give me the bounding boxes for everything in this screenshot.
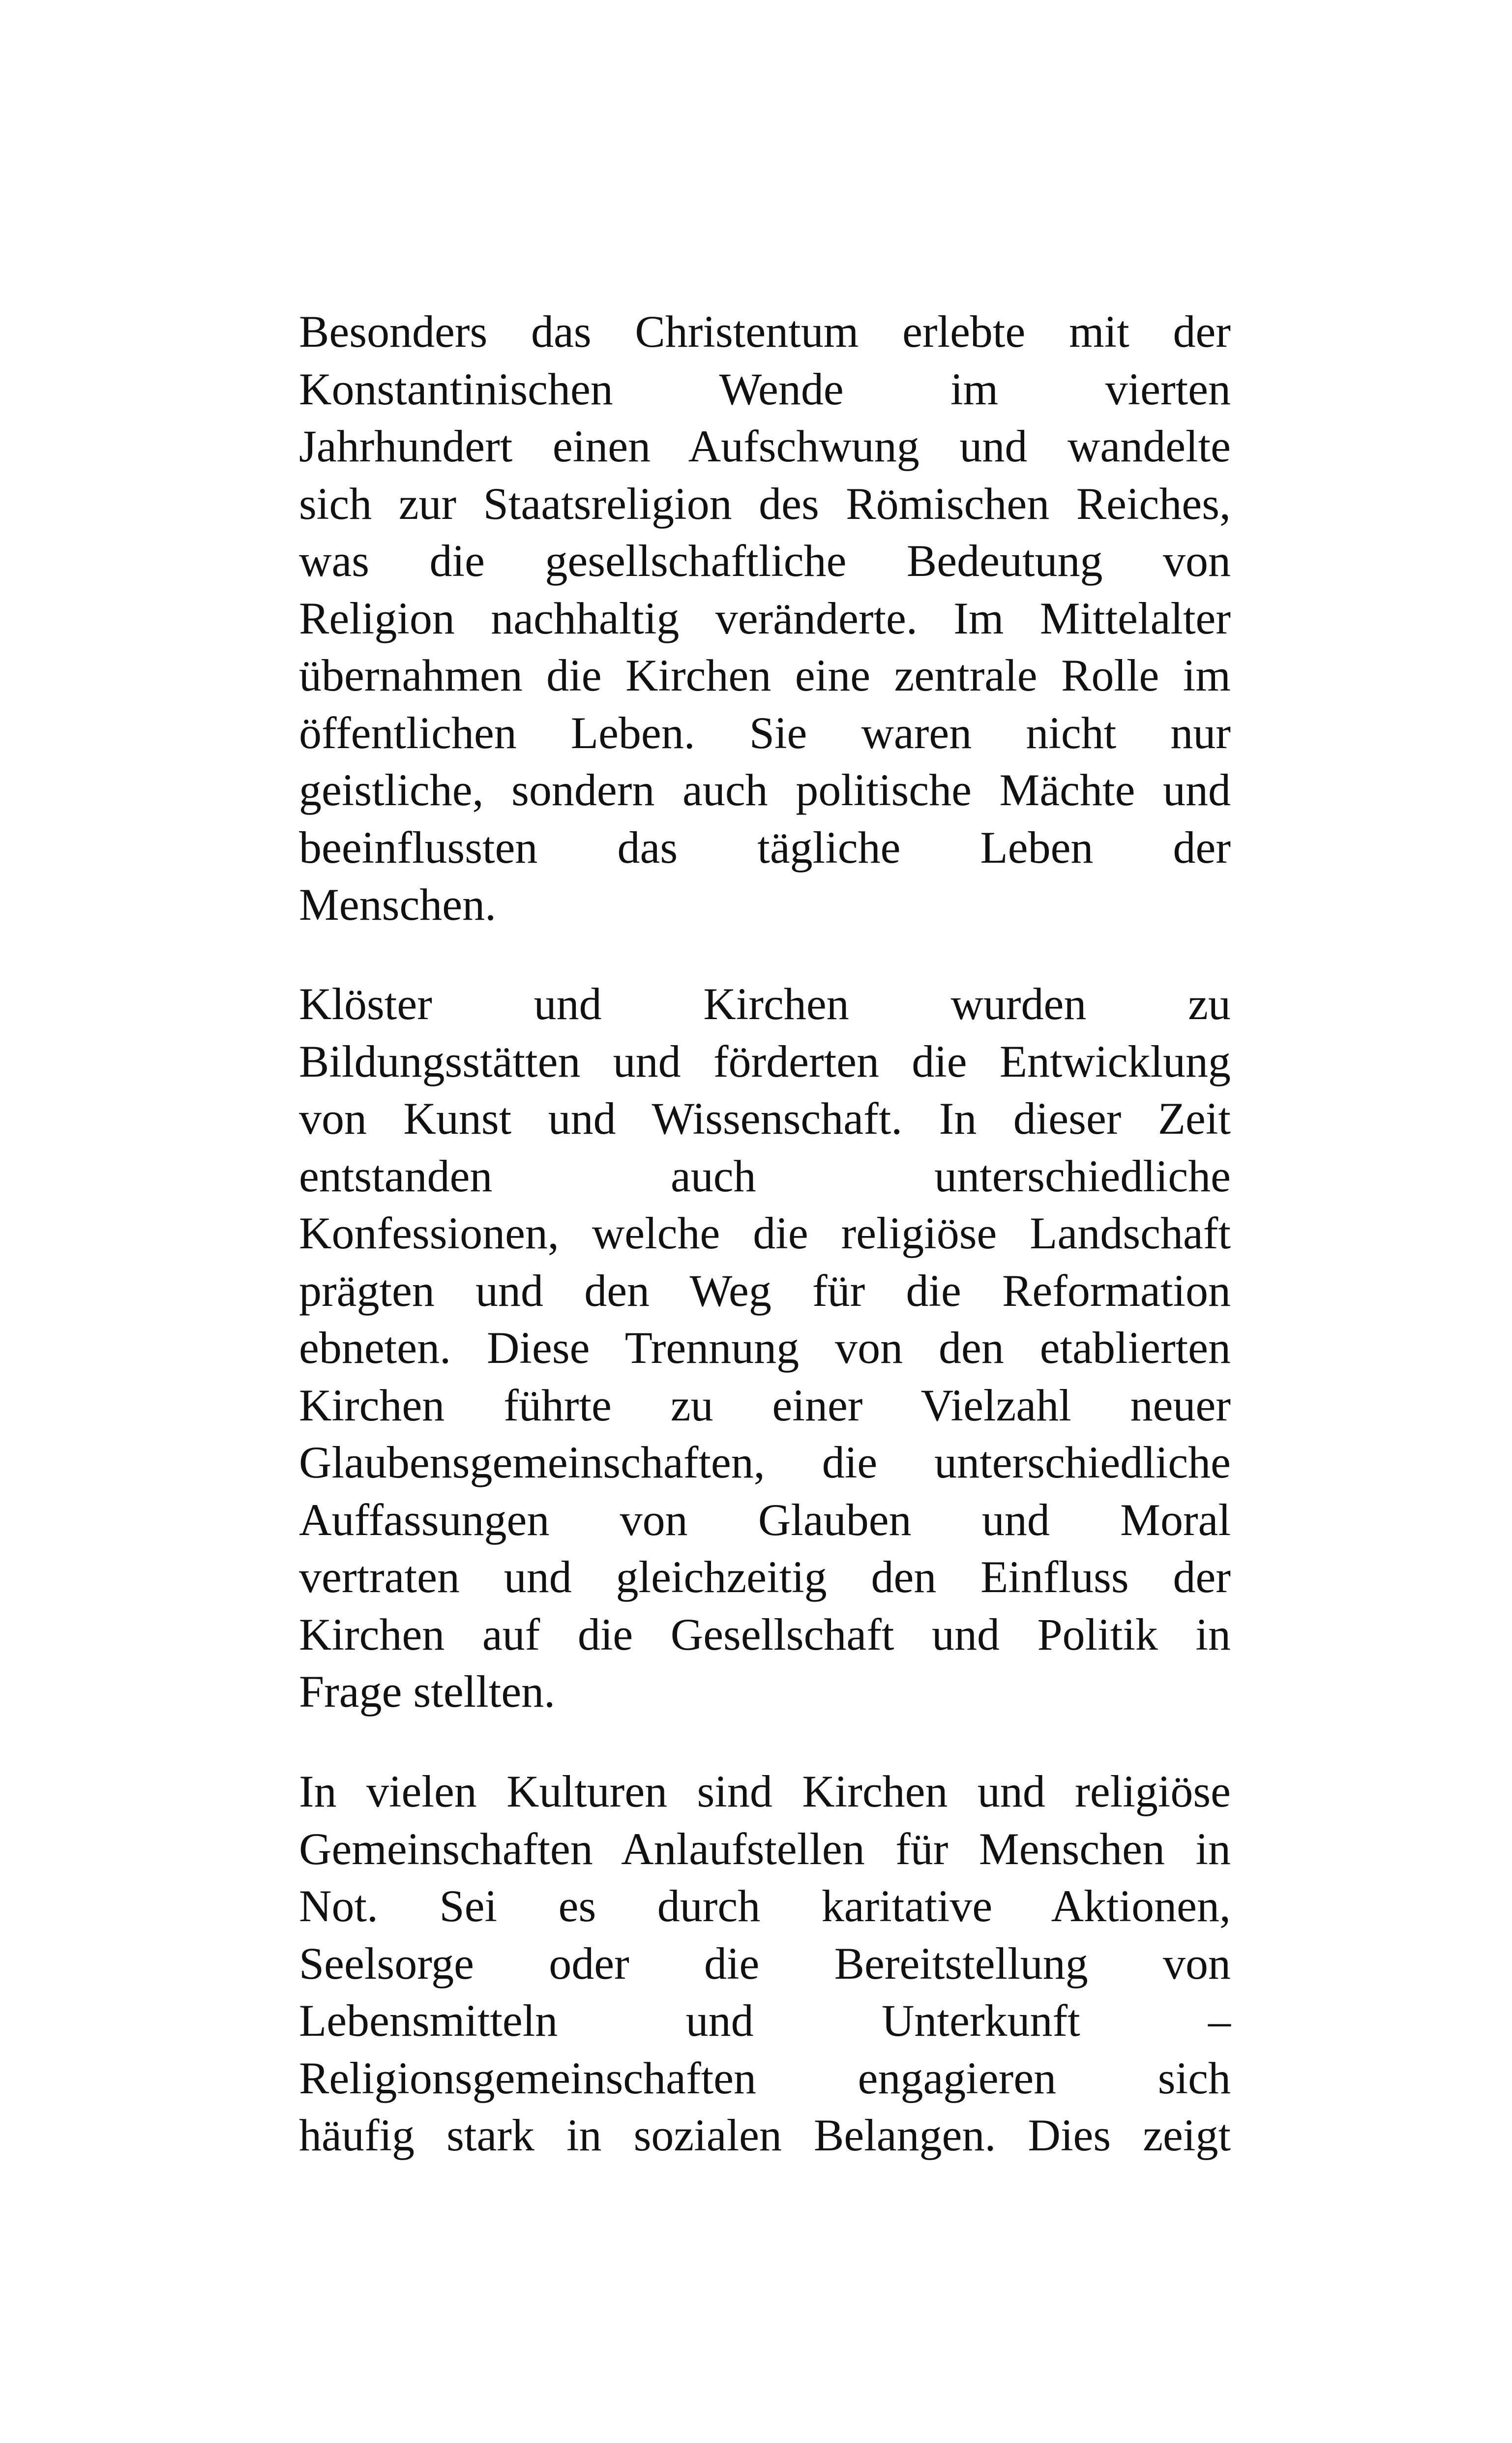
text-line: Frage stellten.	[299, 1666, 556, 1717]
text-line: Konstantinischen Wende im vierten	[299, 363, 1231, 414]
text-line: übernahmen die Kirchen eine zentrale Rolle im	[299, 650, 1231, 700]
text-line: sich zur Staatsreligion des Römischen Reiches,	[299, 478, 1231, 529]
text-line: entstanden auch unterschiedliche	[299, 1150, 1231, 1201]
text-line: Not. Sei es durch karitative Aktionen,	[299, 1881, 1231, 1931]
text-line: Lebensmitteln und Unterkunft –	[299, 1995, 1231, 2046]
paragraph-1	[299, 303, 1231, 934]
text-line: Besonders das Christentum erlebte mit der	[299, 306, 1231, 357]
text-line: geistliche, sondern auch politische Mächte und	[299, 765, 1231, 815]
text-line: prägten und den Weg für die Reformation	[299, 1265, 1231, 1316]
text-line: beeinflussten das tägliche Leben der	[299, 822, 1231, 873]
text-line: Religionsgemeinschaften engagieren sich	[299, 2052, 1231, 2103]
text-line: Seelsorge oder die Bereitstellung von	[299, 1938, 1231, 1989]
text-line: Glaubensgemeinschaften, die unterschiedliche	[299, 1437, 1231, 1487]
text-line: Klöster und Kirchen wurden zu	[299, 979, 1231, 1029]
paragraph-2	[299, 975, 1231, 1720]
text-line: was die gesellschaftliche Bedeutung von	[299, 536, 1231, 586]
text-line: In vielen Kulturen sind Kirchen und religiöse	[299, 1766, 1231, 1816]
text-line: Auffassungen von Glauben und Moral	[299, 1494, 1231, 1545]
text-line: Konfessionen, welche die religiöse Landschaft	[299, 1208, 1231, 1258]
text-line: Gemeinschaften Anlaufstellen für Menschen in	[299, 1823, 1231, 1874]
text-line: häufig stark in sozialen Belangen. Dies zeigt	[299, 2110, 1231, 2160]
text-line: vertraten und gleichzeitig den Einfluss der	[299, 1552, 1231, 1602]
text-line: von Kunst und Wissenschaft. In dieser Zeit	[299, 1093, 1231, 1144]
text-line: Jahrhundert einen Aufschwung und wandelte	[299, 421, 1231, 471]
text-line: Kirchen führte zu einer Vielzahl neuer	[299, 1380, 1231, 1430]
paragraph-3	[299, 1763, 1231, 2164]
text-line: Religion nachhaltig veränderte. Im Mittelalter	[299, 593, 1231, 643]
text-line: Menschen.	[299, 879, 497, 930]
text-line: Kirchen auf die Gesellschaft und Politik in	[299, 1609, 1231, 1659]
text-line: ebneten. Diese Trennung von den etablierten	[299, 1323, 1231, 1373]
text-line: öffentlichen Leben. Sie waren nicht nur	[299, 707, 1231, 758]
text-line: Bildungsstätten und förderten die Entwicklung	[299, 1036, 1231, 1086]
